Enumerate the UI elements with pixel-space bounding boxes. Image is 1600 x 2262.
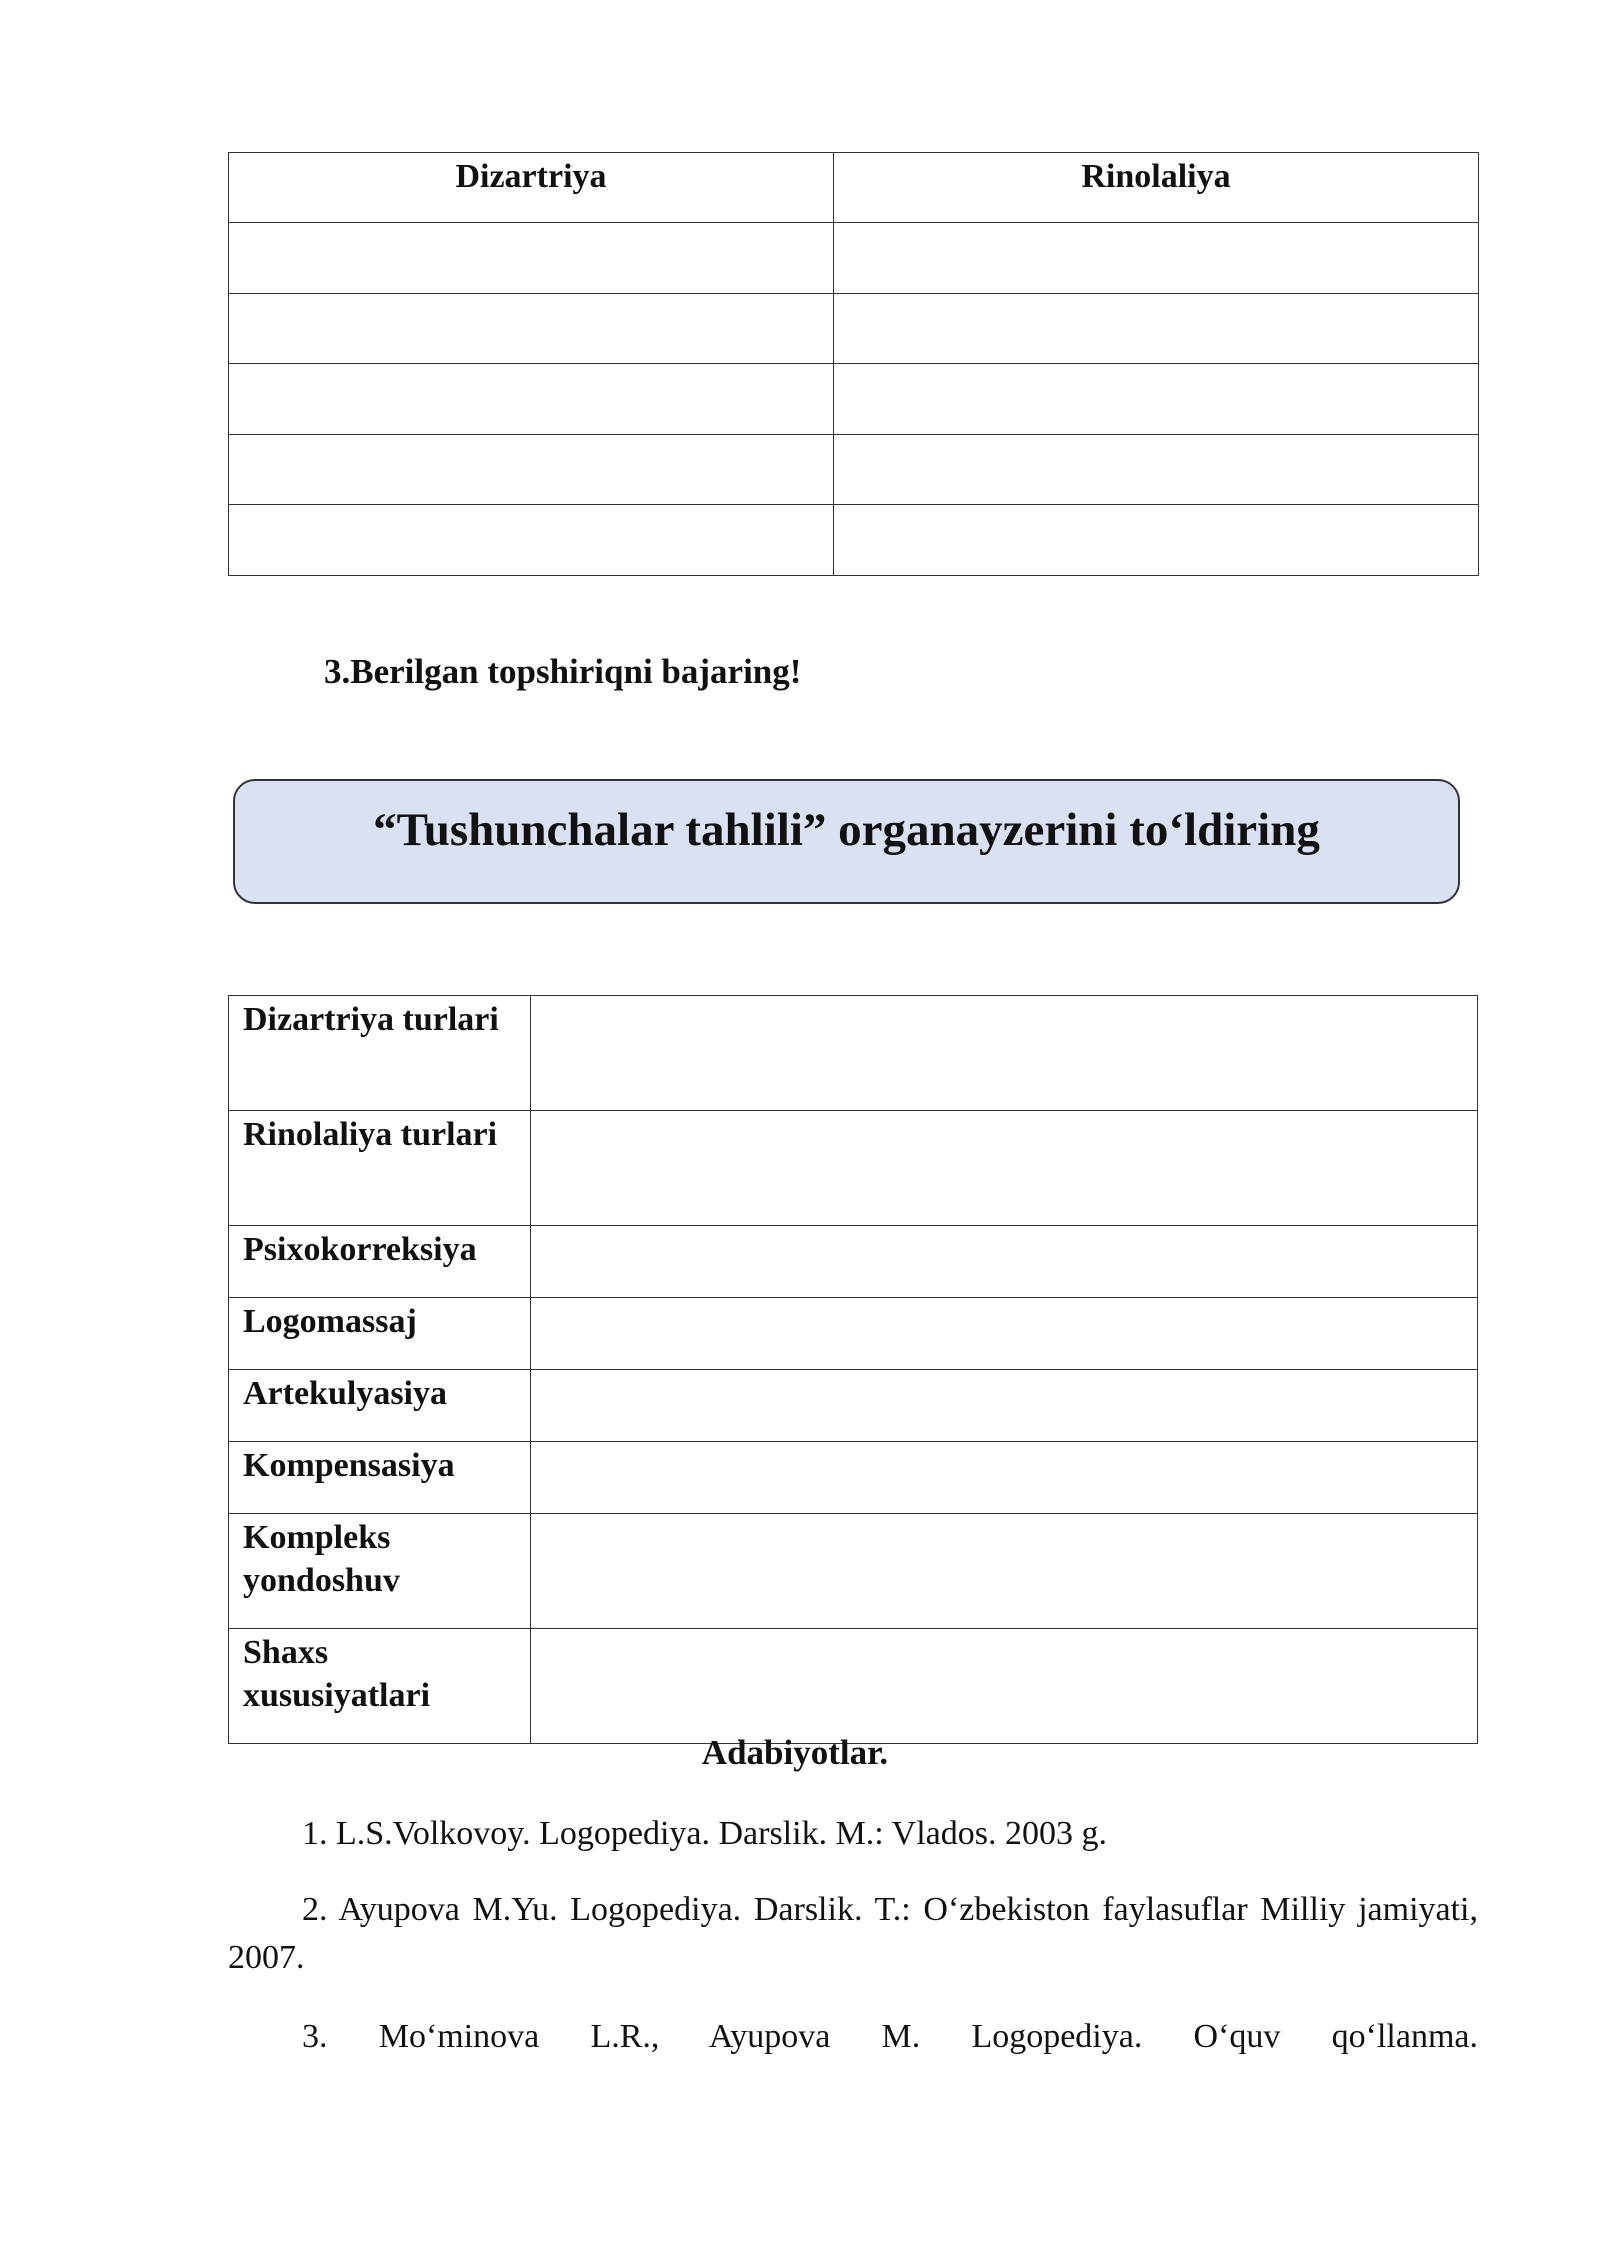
comparison-table-row bbox=[229, 223, 1479, 294]
comparison-cell[interactable] bbox=[229, 223, 834, 294]
concept-answer-cell[interactable] bbox=[531, 1111, 1478, 1226]
concept-answer-cell[interactable] bbox=[531, 1442, 1478, 1514]
concept-answer-cell[interactable] bbox=[531, 1514, 1478, 1629]
comparison-header-dizartriya: Dizartriya bbox=[229, 153, 834, 223]
concept-answer-cell[interactable] bbox=[531, 1629, 1478, 1744]
reference-item: 1. L.S.Volkovoy. Logopediya. Darslik. M.: Vlados. 2003 g. bbox=[302, 1815, 1107, 1852]
organizer-title: “Tushunchalar tahlili” organayzerini to‘ldiring bbox=[373, 804, 1320, 856]
organizer-banner bbox=[233, 779, 1460, 904]
concept-row bbox=[229, 1298, 1478, 1370]
reference-item: 2. Ayupova M.Yu. Logopediya. Darslik. T.: O‘zbekiston faylasuflar Milliy jamiyati, 2007. bbox=[228, 1891, 1478, 1976]
concept-row bbox=[229, 1370, 1478, 1442]
comparison-header-rinolaliya: Rinolaliya bbox=[834, 153, 1479, 223]
concept-term: Kompensasiya bbox=[229, 1442, 531, 1514]
comparison-table-row bbox=[229, 293, 1479, 364]
comparison-cell[interactable] bbox=[834, 364, 1479, 435]
concept-row bbox=[229, 1226, 1478, 1298]
concept-answer-cell[interactable] bbox=[531, 1226, 1478, 1298]
references-heading bbox=[0, 1733, 1600, 1773]
concept-term: Shaxs xususiyatlari bbox=[229, 1629, 531, 1744]
concept-term: Kompleks yondoshuv bbox=[229, 1514, 531, 1629]
comparison-table-row bbox=[229, 364, 1479, 435]
reference-item: 3. Mo‘minova L.R., Ayupova M. Logopediya. O‘quv qo‘llanma. bbox=[302, 2018, 1478, 2055]
comparison-table-row bbox=[229, 505, 1479, 576]
comparison-cell[interactable] bbox=[229, 434, 834, 505]
references-heading-text: Adabiyotlar. bbox=[701, 1733, 889, 1772]
comparison-table-row bbox=[229, 434, 1479, 505]
comparison-cell[interactable] bbox=[834, 434, 1479, 505]
concept-row bbox=[229, 996, 1478, 1111]
concept-answer-cell[interactable] bbox=[531, 1298, 1478, 1370]
comparison-cell[interactable] bbox=[834, 505, 1479, 576]
comparison-cell[interactable] bbox=[834, 293, 1479, 364]
task-heading: 3.Berilgan topshiriqni bajaring! bbox=[324, 652, 802, 691]
concept-answer-cell[interactable] bbox=[531, 1370, 1478, 1442]
concept-term: Rinolaliya turlari bbox=[229, 1111, 531, 1226]
concept-row bbox=[229, 1629, 1478, 1744]
concept-row bbox=[229, 1111, 1478, 1226]
comparison-table-header-row bbox=[229, 153, 1479, 223]
concept-row bbox=[229, 1442, 1478, 1514]
concept-term: Dizartriya turlari bbox=[229, 996, 531, 1111]
comparison-cell[interactable] bbox=[229, 364, 834, 435]
comparison-table bbox=[228, 152, 1479, 576]
concept-row bbox=[229, 1514, 1478, 1629]
concept-term: Logomassaj bbox=[229, 1298, 531, 1370]
comparison-cell[interactable] bbox=[834, 223, 1479, 294]
concept-term: Psixokorreksiya bbox=[229, 1226, 531, 1298]
concept-answer-cell[interactable] bbox=[531, 996, 1478, 1111]
comparison-cell[interactable] bbox=[229, 505, 834, 576]
concept-analysis-table bbox=[228, 995, 1478, 1744]
comparison-cell[interactable] bbox=[229, 293, 834, 364]
concept-term: Artekulyasiya bbox=[229, 1370, 531, 1442]
